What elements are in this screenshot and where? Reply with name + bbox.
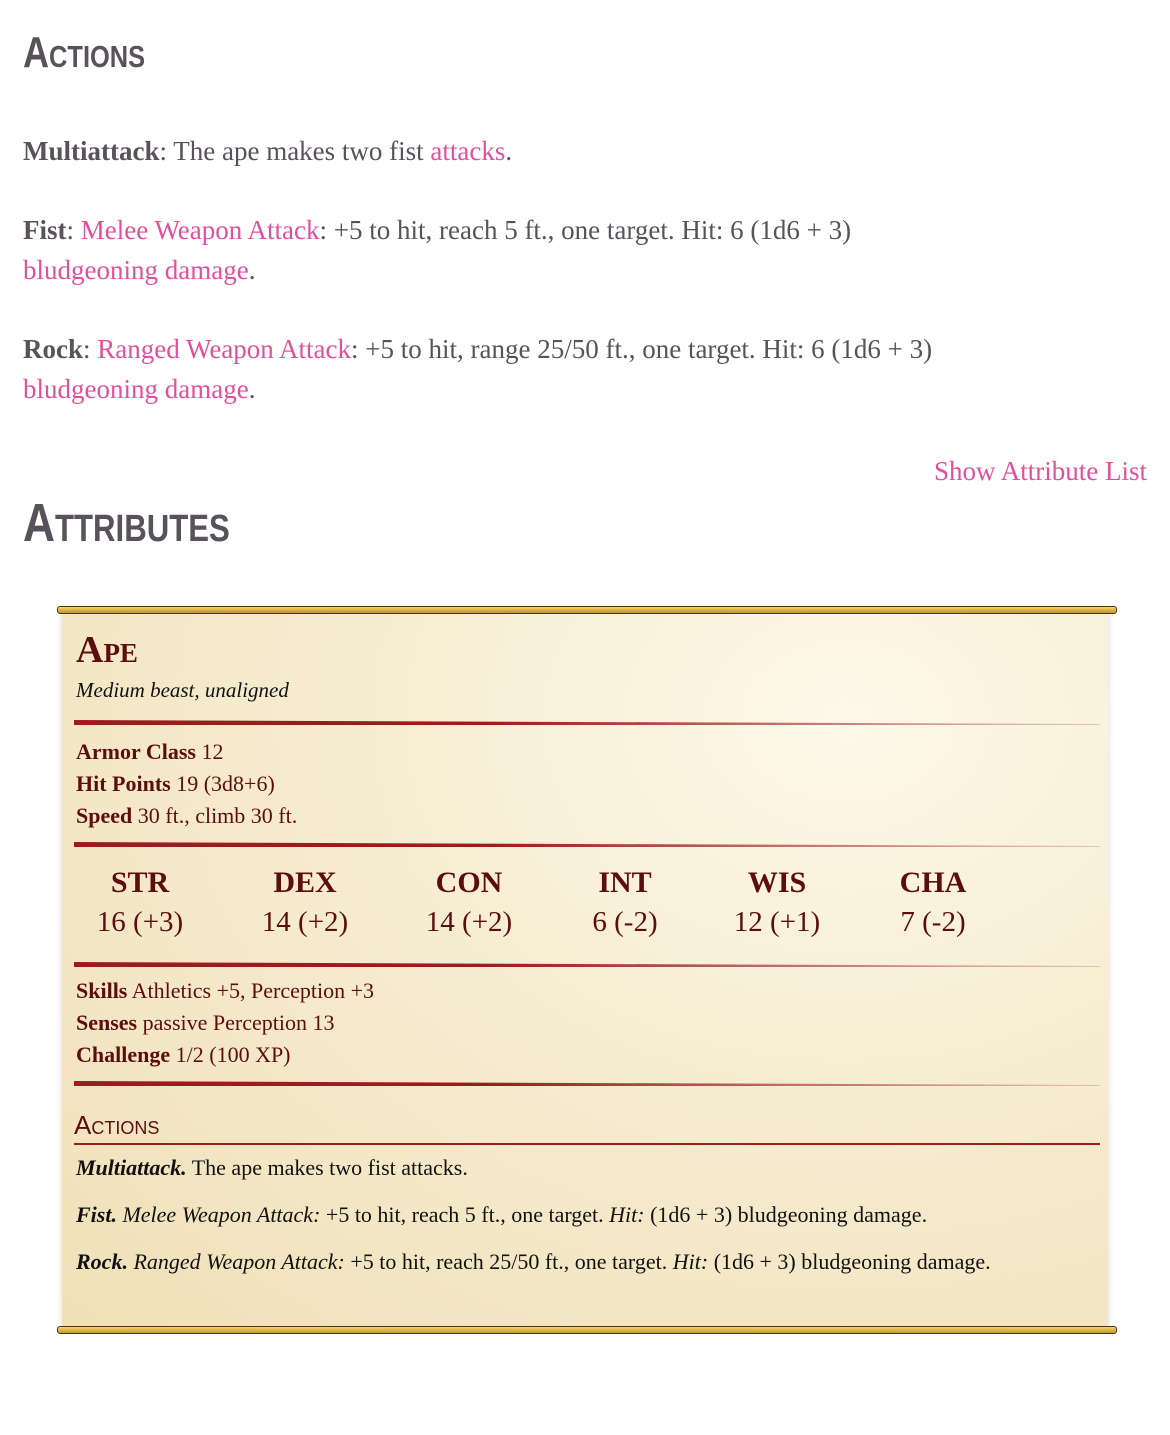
skills-value: Athletics +5, Perception +3 (127, 978, 374, 1003)
armor-class-value: 12 (195, 739, 224, 764)
actions-heading: Actions (23, 28, 146, 77)
rock-text: : +5 to hit, range 25/50 ft., one target. Hit: 6 (1d6 + 3) (351, 334, 933, 364)
attack-type: Melee Weapon Attack: (122, 1202, 321, 1227)
ability-value: 12 (+1) (733, 906, 821, 938)
multiattack-text: : The ape makes two fist (159, 136, 431, 166)
attributes-heading: Attributes (23, 493, 230, 553)
challenge-value: 1/2 (100 XP) (170, 1042, 291, 1067)
rock-end: . (248, 374, 256, 404)
ability-label: INT (598, 866, 652, 899)
fist-name: Fist (23, 215, 67, 245)
hit-label: Hit: (609, 1202, 645, 1227)
ability-value: 14 (+2) (261, 906, 349, 938)
ability-value: 16 (+3) (96, 906, 184, 938)
ability-int (560, 866, 690, 939)
ability-value: 7 (-2) (900, 906, 966, 938)
hit-points-label: Hit Points (76, 771, 171, 796)
ability-label: WIS (747, 866, 807, 899)
fist-text: : +5 to hit, reach 5 ft., one target. Hit: 6 (1d6 + 3) (319, 215, 852, 245)
multiattack-paragraph (23, 131, 1023, 171)
statblock-top-bar (57, 606, 1117, 614)
show-attribute-list-link[interactable]: Show Attribute List (933, 456, 1147, 486)
action-damage: (1d6 + 3) bludgeoning damage. (644, 1202, 928, 1227)
action-text: +5 to hit, reach 5 ft., one target. (320, 1202, 610, 1227)
divider (74, 962, 1100, 967)
ability-con (404, 866, 534, 939)
ability-str (75, 866, 205, 939)
armor-class-label: Armor Class (76, 739, 196, 764)
multiattack-end: . (505, 136, 513, 166)
attack-type: Ranged Weapon Attack: (133, 1249, 345, 1274)
multiattack-name: Multiattack (23, 136, 160, 166)
ability-label: DEX (273, 866, 337, 899)
hit-label: Hit: (672, 1249, 709, 1274)
action-name: Rock. (76, 1249, 128, 1274)
armor-class-line (76, 736, 223, 768)
statblock-bottom-bar (57, 1326, 1117, 1334)
divider (74, 720, 1100, 725)
speed-line (76, 800, 297, 832)
challenge-line (76, 1039, 291, 1071)
action-name: Multiattack. (76, 1155, 187, 1180)
senses-value: passive Perception 13 (137, 1010, 335, 1035)
speed-value: 30 ft., climb 30 ft. (132, 803, 298, 828)
rock-name: Rock (23, 334, 83, 364)
senses-label: Senses (76, 1010, 138, 1035)
creature-type: Medium beast, unaligned (76, 678, 289, 702)
skills-line (76, 975, 374, 1007)
hit-points-value: 19 (3d8+6) (170, 771, 275, 796)
ability-value: 6 (-2) (592, 906, 658, 938)
rock-bludgeoning-damage-link[interactable]: bludgeoning damage (23, 374, 249, 404)
divider (74, 1081, 1100, 1086)
action-name: Fist. (76, 1202, 117, 1227)
statblock-multiattack (76, 1152, 1076, 1184)
ability-label: CHA (899, 866, 967, 899)
action-damage: (1d6 + 3) bludgeoning damage. (708, 1249, 991, 1274)
ability-label: CON (435, 866, 503, 899)
ranged-weapon-attack-link[interactable]: Ranged Weapon Attack (97, 334, 352, 364)
statblock-rock (76, 1246, 1066, 1278)
divider (74, 842, 1100, 847)
attacks-link[interactable]: attacks (430, 136, 506, 166)
rock-paragraph: Rock: Ranged Weapon Attack: +5 to hit, range 25/50 ft., one target. Hit: 6 (1d6 + 3) bludgeoning damage. (23, 334, 933, 404)
senses-line (76, 1007, 334, 1039)
action-text: +5 to hit, reach 25/50 ft., one target. (344, 1249, 673, 1274)
ability-label: STR (110, 866, 170, 899)
hit-points-line (76, 768, 275, 800)
challenge-label: Challenge (76, 1042, 171, 1067)
ability-cha (868, 866, 998, 939)
ability-dex (240, 866, 370, 939)
ability-wis (712, 866, 842, 939)
fist-paragraph: Fist: Melee Weapon Attack: +5 to hit, reach 5 ft., one target. Hit: 6 (1d6 + 3) bludgeoning damage. (23, 215, 852, 285)
speed-label: Speed (76, 803, 133, 828)
stat-block (62, 614, 1108, 1326)
statblock-fist (76, 1199, 1096, 1231)
skills-label: Skills (76, 978, 128, 1003)
creature-name: Ape (76, 629, 138, 671)
action-text: The ape makes two fist attacks. (186, 1155, 468, 1180)
melee-weapon-attack-link[interactable]: Melee Weapon Attack (80, 215, 320, 245)
statblock-actions-heading: Actions (74, 1110, 1100, 1145)
ability-value: 14 (+2) (425, 906, 513, 938)
fist-bludgeoning-damage-link[interactable]: bludgeoning damage (23, 255, 249, 285)
fist-end: . (248, 255, 256, 285)
